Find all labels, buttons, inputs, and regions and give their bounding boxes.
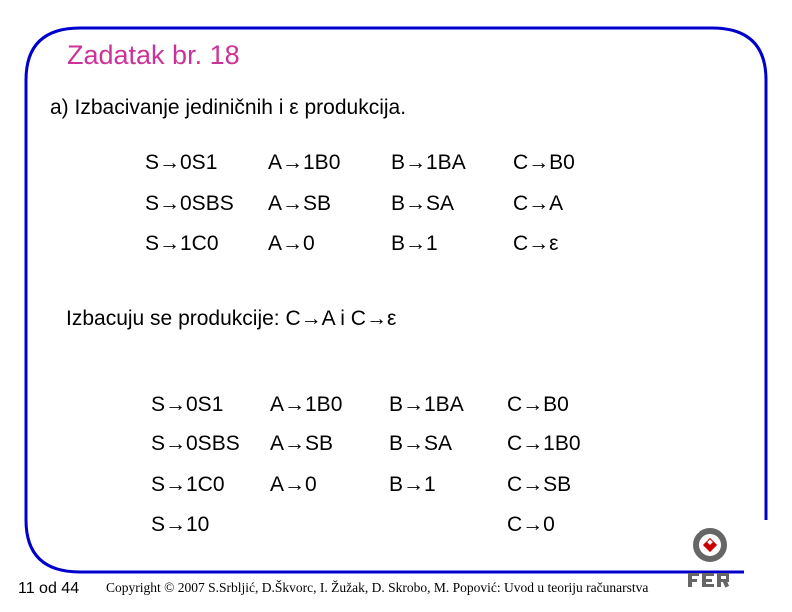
production-cell: C→0 xyxy=(507,513,555,536)
slide-subtitle: a) Izbacivanje jediničnih i ε produkcija. xyxy=(50,96,407,119)
production-cell: C→B0 xyxy=(513,151,575,174)
production-cell: A→SB xyxy=(268,192,332,215)
production-cell: B→1BA xyxy=(389,393,464,416)
removal-note: Izbacuju se produkcije: C→A i C→ε xyxy=(66,307,397,330)
slide-title: Zadatak br. 18 xyxy=(67,40,240,70)
production-cell: B→SA xyxy=(391,192,455,215)
copyright-text: Copyright © 2007 S.Srbljić, D.Škvorc, I. Žužak, D. Skrobo, M. Popović: Uvod u teoriju računarstva xyxy=(106,580,649,595)
production-cell: B→1BA xyxy=(391,151,466,174)
production-cell: A→SB xyxy=(270,432,334,455)
production-cell: B→1 xyxy=(389,473,436,496)
production-cell: C→A xyxy=(513,192,564,215)
fer-logo-icon xyxy=(688,527,734,589)
production-cell: B→SA xyxy=(389,432,453,455)
production-cell: S→10 xyxy=(151,513,210,536)
production-cell: S→0SBS xyxy=(151,432,240,455)
page-number: 11 od 44 xyxy=(18,580,80,597)
production-cell: C→SB xyxy=(507,473,572,496)
production-cell: B→1 xyxy=(391,232,438,255)
production-cell: A→1B0 xyxy=(268,151,341,174)
production-cell: S→0S1 xyxy=(151,393,224,416)
production-cell: S→0S1 xyxy=(145,151,218,174)
production-cell: A→0 xyxy=(270,473,317,496)
production-cell: A→0 xyxy=(268,232,315,255)
production-cell: S→1C0 xyxy=(151,473,225,496)
production-cell: C→1B0 xyxy=(507,432,581,455)
production-cell: C→ε xyxy=(513,232,559,255)
production-cell: S→1C0 xyxy=(145,232,219,255)
production-cell: C→B0 xyxy=(507,393,569,416)
production-cell: A→1B0 xyxy=(270,393,343,416)
production-cell: S→0SBS xyxy=(145,192,234,215)
